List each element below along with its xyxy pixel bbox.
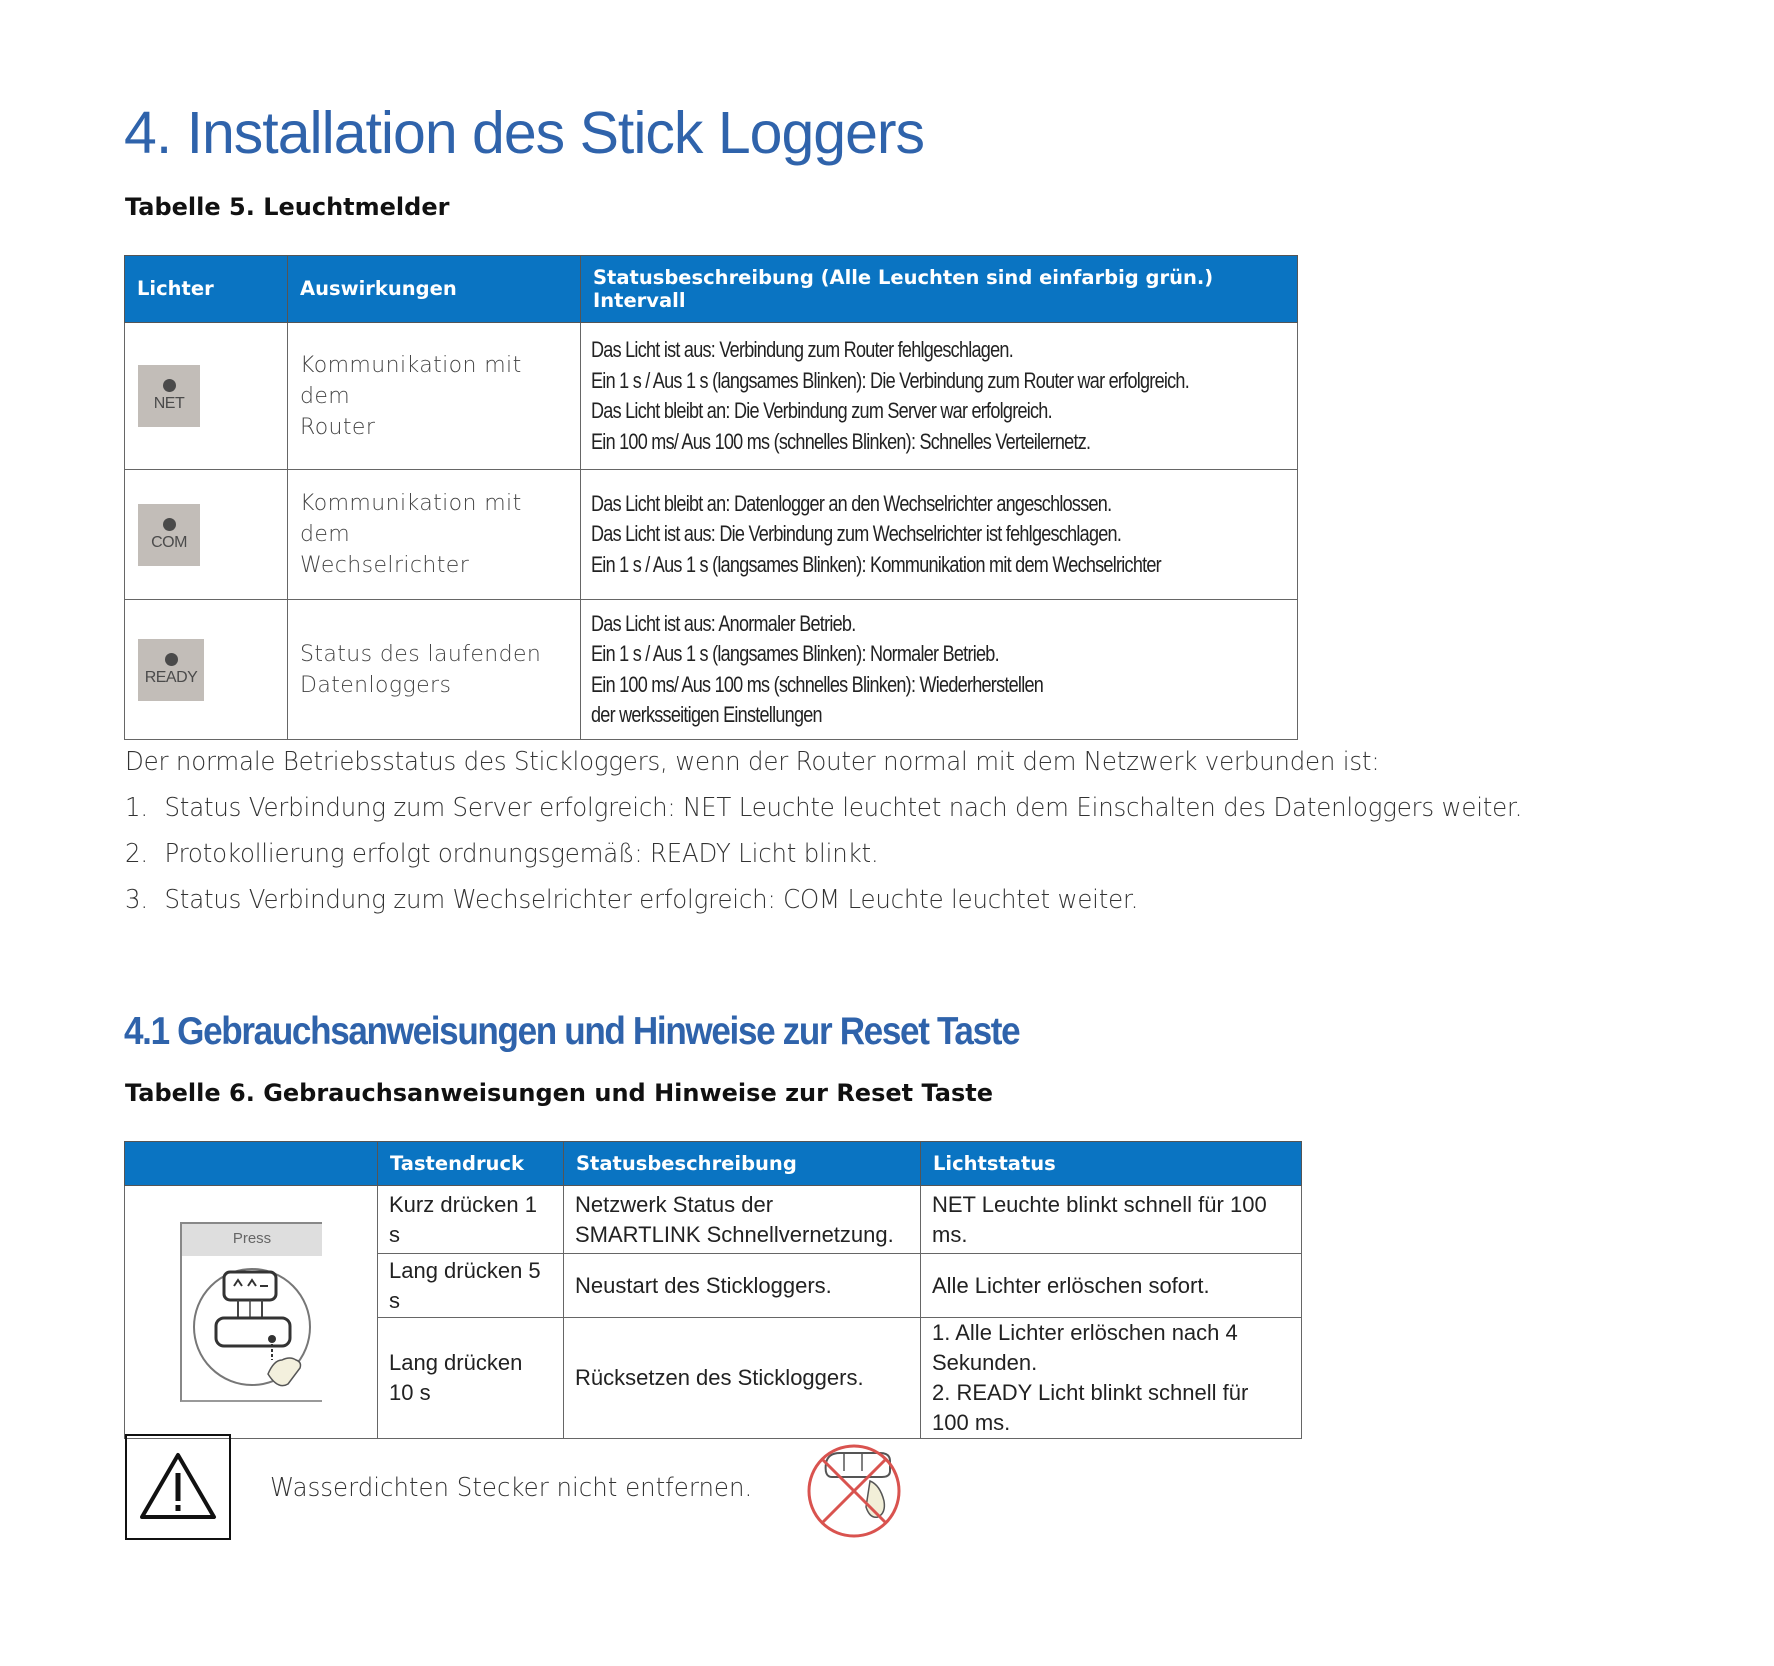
led-indicator-icon: [138, 365, 200, 427]
status-description: [564, 1186, 921, 1254]
description-cell: [581, 323, 1298, 470]
no-unplug-icon: [804, 1441, 904, 1541]
list-item: [125, 839, 879, 869]
table-row: [125, 323, 1298, 470]
warning-text: Wasserdichten Stecker nicht entfernen.: [270, 1473, 753, 1503]
press-duration: Lang drücken 10 s: [378, 1318, 564, 1439]
list-item: [125, 793, 1522, 823]
led-indicator-table: [124, 255, 1298, 740]
table-header-row: [125, 1142, 1302, 1186]
press-duration: Kurz drücken 1 s: [378, 1186, 564, 1254]
description-line: Ein 100 ms/ Aus 100 ms (schnelles Blinken): Schnelles Verteilernetz.: [591, 428, 1091, 454]
light-status: [921, 1318, 1302, 1439]
table6-caption: Tabelle 6. Gebrauchsanweisungen und Hinweise zur Reset Taste: [125, 1079, 993, 1107]
light-status-line: 1. Alle Lichter erlöschen nach 4 Sekunden.: [932, 1320, 1238, 1375]
reset-button-illustration: [180, 1222, 322, 1402]
effect-line: Router: [300, 414, 376, 440]
light-status: [921, 1186, 1302, 1254]
status-line: SMARTLINK Schnellvernetzung.: [575, 1221, 894, 1247]
effect-line: Kommunikation mit dem: [300, 491, 522, 547]
led-dot: [165, 653, 178, 666]
light-status-line: 2. READY Licht blinkt schnell für 100 ms.: [932, 1380, 1249, 1435]
table-row: [125, 600, 1298, 740]
led-indicator-icon: [138, 639, 204, 701]
effect-line: Status des laufenden: [300, 641, 542, 667]
effect-line: Datenloggers: [300, 672, 452, 698]
description-line: Ein 1 s / Aus 1 s (langsames Blinken): Kommunikation mit dem Wechselrichter: [591, 551, 1161, 577]
header-image: [125, 1142, 378, 1186]
light-cell: [125, 323, 288, 470]
description-line: Das Licht ist aus: Verbindung zum Router fehlgeschlagen.: [591, 337, 1013, 362]
description-line: Ein 1 s / Aus 1 s (langsames Blinken): Normaler Betrieb.: [591, 641, 999, 666]
effect-line: Kommunikation mit dem: [300, 352, 522, 409]
page-title: 4. Installation des Stick Loggers: [124, 100, 925, 166]
description-cell: [581, 600, 1298, 740]
table-row: [125, 470, 1298, 600]
table-header-row: [125, 256, 1298, 323]
header-lichtstatus: Lichtstatus: [921, 1142, 1302, 1186]
header-statusbeschreibung: [581, 256, 1298, 323]
stick-logger-press-icon: [182, 1222, 322, 1400]
press-image-cell: [125, 1186, 378, 1439]
led-dot: [163, 379, 176, 392]
list-number: 2.: [125, 839, 148, 869]
description-line: Das Licht ist aus: Die Verbindung zum Wechselrichter ist fehlgeschlagen.: [591, 521, 1122, 547]
header-status-line2: Intervall: [593, 289, 686, 312]
list-text: Status Verbindung zum Wechselrichter erfolgreich: COM Leuchte leuchtet weiter.: [164, 885, 1139, 915]
light-status-line: NET Leuchte blinkt schnell für 100 ms.: [932, 1191, 1267, 1247]
status-line: Netzwerk Status der: [575, 1191, 774, 1217]
description-line: Das Licht bleibt an: Datenlogger an den Wechselrichter angeschlossen.: [591, 490, 1112, 516]
list-text: Status Verbindung zum Server erfolgreich: NET Leuchte leuchtet nach dem Einschalten des Datenloggers weiter.: [164, 793, 1523, 823]
status-line: Neustart des Stickloggers.: [575, 1272, 832, 1298]
led-indicator-icon: [138, 504, 200, 566]
light-cell: [125, 600, 288, 740]
description-cell: [581, 470, 1298, 600]
header-auswirkungen: Auswirkungen: [288, 256, 581, 323]
led-label: NET: [153, 395, 185, 412]
light-cell: [125, 470, 288, 600]
list-number: 1.: [125, 793, 148, 823]
description-line: Das Licht bleibt an: Die Verbindung zum Server war erfolgreich.: [591, 398, 1052, 423]
light-status: [921, 1254, 1302, 1318]
table5-caption: Tabelle 5. Leuchtmelder: [125, 193, 450, 221]
header-status-line1: Statusbeschreibung (Alle Leuchten sind einfarbig grün.): [593, 265, 1214, 289]
description-line: Ein 1 s / Aus 1 s (langsames Blinken): Die Verbindung zum Router war erfolgreich.: [591, 367, 1189, 393]
effect-line: Wechselrichter: [300, 553, 470, 578]
list-number: 3.: [125, 885, 148, 915]
status-line: Rücksetzen des Stickloggers.: [575, 1365, 864, 1390]
section-heading: 4.1 Gebrauchsanweisungen und Hinweise zur Reset Taste: [124, 1010, 1020, 1053]
effect-cell: [288, 600, 581, 740]
description-line: Das Licht ist aus: Anormaler Betrieb.: [591, 610, 856, 636]
status-description: [564, 1254, 921, 1318]
header-statusbeschreibung: Statusbeschreibung: [564, 1142, 921, 1186]
description-line: Ein 100 ms/ Aus 100 ms (schnelles Blinken): Wiederherstellen: [591, 671, 1044, 697]
reset-button-table: [124, 1141, 1302, 1439]
table-row: [125, 1186, 1302, 1254]
list-item: [125, 885, 1138, 915]
led-label: READY: [144, 668, 198, 686]
effect-cell: [288, 470, 581, 600]
press-duration: Lang drücken 5 s: [378, 1254, 564, 1318]
header-tastendruck: Tastendruck: [378, 1142, 564, 1186]
press-label: Press: [182, 1222, 322, 1256]
led-label: COM: [151, 533, 187, 551]
list-text: Protokollierung erfolgt ordnungsgemäß: READY Licht blinkt.: [164, 839, 879, 869]
effect-cell: [288, 323, 581, 470]
normal-status-intro: Der normale Betriebsstatus des Stickloggers, wenn der Router normal mit dem Netzwerk verbunden ist:: [125, 747, 1380, 777]
led-dot: [163, 518, 176, 531]
header-lichter: Lichter: [125, 256, 288, 323]
warning-triangle-icon: [138, 1451, 218, 1523]
light-status-line: Alle Lichter erlöschen sofort.: [932, 1272, 1210, 1298]
description-line: der werksseitigen Einstellungen: [591, 702, 822, 727]
warning-box: [125, 1434, 231, 1540]
status-description: [564, 1318, 921, 1439]
